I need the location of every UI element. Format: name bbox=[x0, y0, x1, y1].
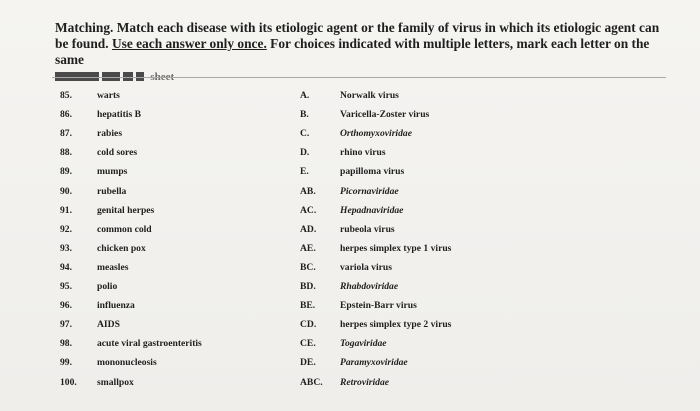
disease-name: measles bbox=[97, 261, 129, 273]
disease-name: rabies bbox=[97, 128, 123, 140]
disease-name: rubella bbox=[97, 185, 127, 197]
disease-name: mumps bbox=[97, 166, 128, 178]
question-number: 97. bbox=[60, 319, 72, 331]
question-number: 95. bbox=[60, 281, 72, 292]
disease-name: chicken pox bbox=[97, 242, 146, 254]
answer-letter: E. bbox=[300, 166, 309, 178]
question-number: 91. bbox=[60, 204, 72, 216]
answer-letter: AE. bbox=[300, 242, 316, 254]
answer-letter: AD. bbox=[300, 223, 317, 235]
question-number: 88. bbox=[60, 147, 72, 159]
etiologic-agent: Retroviridae bbox=[340, 376, 390, 388]
etiologic-agent: Paramyxoviridae bbox=[340, 357, 408, 369]
disease-name: AIDS bbox=[97, 319, 120, 331]
answer-letter: C. bbox=[300, 128, 310, 140]
instructions-text-2: For choices indicated with multiple letters, mark each letter on the same bbox=[55, 36, 650, 67]
disease-name: warts bbox=[97, 90, 120, 101]
answer-letter: CE. bbox=[300, 338, 316, 350]
etiologic-agent: Rhabdoviridae bbox=[340, 281, 399, 292]
question-number: 94. bbox=[60, 261, 72, 273]
question-number: 85. bbox=[60, 90, 72, 101]
disease-name: cold sores bbox=[97, 147, 138, 159]
disease-name: polio bbox=[97, 281, 118, 292]
question-number: 90. bbox=[60, 185, 72, 197]
question-number: 86. bbox=[60, 109, 72, 121]
answer-letter: D. bbox=[300, 147, 310, 159]
answer-letter: BE. bbox=[300, 300, 316, 312]
instructions-text-1: Match each disease with its etiologic agent or the family of virus in which its etiologic agent can be found. bbox=[55, 20, 660, 51]
instructions-trailing: sheet bbox=[150, 71, 175, 83]
instructions-lead: Matching. bbox=[55, 20, 114, 35]
question-number: 89. bbox=[60, 166, 72, 178]
question-number: 92. bbox=[60, 223, 72, 235]
etiologic-agent: Orthomyxoviridae bbox=[340, 128, 412, 140]
divider-line bbox=[52, 77, 666, 78]
etiologic-agent: variola virus bbox=[340, 261, 392, 273]
etiologic-agent: Togaviridae bbox=[340, 338, 387, 350]
etiologic-agent: Norwalk virus bbox=[340, 90, 399, 101]
etiologic-agent: Varicella-Zoster virus bbox=[340, 109, 430, 121]
disease-name: genital herpes bbox=[97, 204, 155, 216]
question-number: 98. bbox=[60, 338, 72, 350]
answer-letter: ABC. bbox=[300, 376, 323, 388]
question-number: 93. bbox=[60, 242, 72, 254]
disease-name: mononucleosis bbox=[97, 357, 157, 369]
answer-letter: A. bbox=[300, 90, 310, 101]
disease-name: influenza bbox=[97, 300, 135, 312]
etiologic-agent: herpes simplex type 1 virus bbox=[340, 242, 452, 254]
disease-name: smallpox bbox=[97, 376, 134, 388]
disease-name: hepatitis B bbox=[97, 109, 141, 121]
etiologic-agent: herpes simplex type 2 virus bbox=[340, 319, 452, 331]
answer-letter: AB. bbox=[300, 185, 316, 197]
answer-letter: BC. bbox=[300, 261, 316, 273]
answer-letter: AC. bbox=[300, 204, 317, 216]
answer-letter: BD. bbox=[300, 281, 316, 292]
etiologic-agent: rubeola virus bbox=[340, 223, 395, 235]
answer-letter: DE. bbox=[300, 357, 316, 369]
etiologic-agent: Picornaviridae bbox=[340, 185, 399, 197]
instructions bbox=[55, 20, 665, 85]
etiologic-agent: rhino virus bbox=[340, 147, 386, 159]
answer-letter: B. bbox=[300, 109, 309, 121]
disease-name: common cold bbox=[97, 223, 152, 235]
question-number: 99. bbox=[60, 357, 72, 369]
question-number: 96. bbox=[60, 300, 72, 312]
disease-name: acute viral gastroenteritis bbox=[97, 338, 202, 350]
etiologic-agent: Hepadnaviridae bbox=[340, 204, 404, 216]
instructions-underlined: Use each answer only once. bbox=[111, 36, 267, 51]
etiologic-agent: papilloma virus bbox=[340, 166, 405, 178]
question-number: 87. bbox=[60, 128, 72, 140]
answer-letter: CD. bbox=[300, 319, 317, 331]
question-number: 100. bbox=[60, 376, 77, 388]
etiologic-agent: Epstein-Barr virus bbox=[340, 300, 417, 312]
